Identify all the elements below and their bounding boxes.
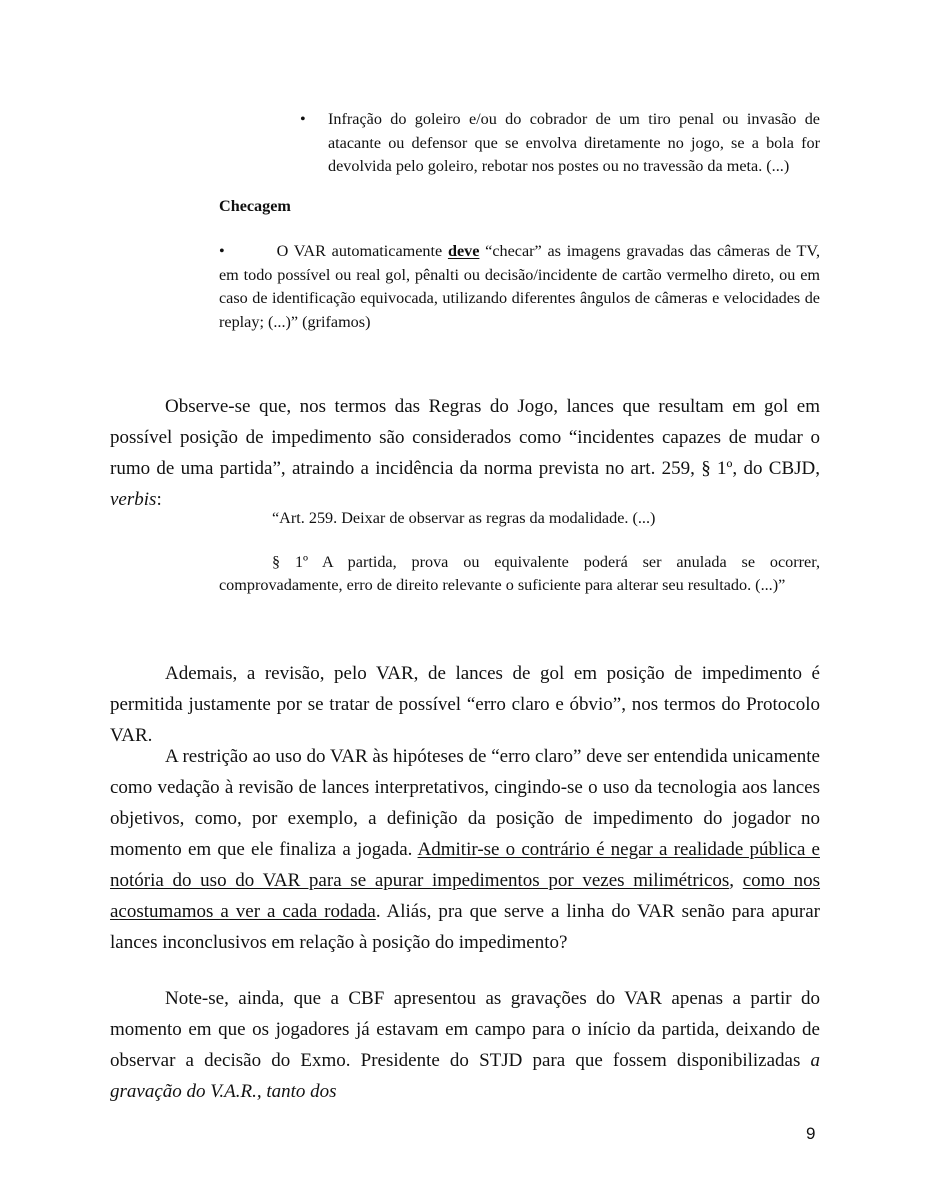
paragraph-ademais [110,658,820,751]
bullet-symbol: • [300,110,306,128]
paragraph-1-italic: verbis [110,489,157,510]
paragraph-3-underline-1: Admitir-se o contrário é negar a realidade pública e notória do uso do VAR para se apurar impedimentos por vezes milimétricos [110,839,820,891]
checagem-bullet: • [219,242,225,260]
paragraph-4-text: Note-se, ainda, que a CBF apresentou as gravações do VAR apenas a partir do momento em que os jogadores já estavam em campo para o início da partida, deixando de observar a decisão do Exmo. Presidente do STJD para que fossem disponibilizadas [110,988,820,1071]
paragraph-1-end: : [156,489,162,510]
paragraph-3-comma: , [729,870,743,891]
article-259-quote [219,507,820,598]
checagem-text-end: “checar” as imagens gravadas das câmeras de TV, em todo possível ou real gol, pênalti ou decisão/incidente de cartão vermelho direto, ou em caso de identificação equivocada, utilizando diferentes ângulos de câmeras e velocidades de replay; (...)” (grifamos) [219,242,820,331]
article-line-1: “Art. 259. Deixar de observar as regras da modalidade. (...) [272,509,656,527]
emphasis-deve: deve [447,242,480,260]
quoted-bullet-item [300,108,820,179]
paragraph-3-underline-2: como nos acostumamos a ver a cada rodada [110,870,821,922]
checagem-quote [219,240,820,334]
paragraph-3-text-b: . Aliás, pra que serve a linha do VAR senão para apurar lances inconclusivos em relação à posição do impedimento? [110,901,820,953]
page-number: 9 [806,1124,816,1143]
paragraph-note-se [110,983,820,1107]
paragraph-1-text: Observe-se que, nos termos das Regras do Jogo, lances que resultam em gol em possível posição de impedimento são considerados como “incidentes capazes de mudar o rumo de uma partida”, atraindo a incidência da norma prevista no art. 259, § 1º, do CBJD, [110,396,820,479]
paragraph-restricao [110,741,820,958]
section-heading-checagem: Checagem [219,197,291,215]
bullet-text: Infração do goleiro e/ou do cobrador de um tiro penal ou invasão de atacante ou defensor que se envolva diretamente no jogo, se a bola for devolvida pelo goleiro, rebotar nos postes ou no travessão da meta. (...) [328,110,820,175]
paragraph-4-italic: a gravação do V.A.R., tanto dos [110,1050,820,1102]
paragraph-2-text: Ademais, a revisão, pelo VAR, de lances de gol em posição de impedimento é permitida justamente por se tratar de possível “erro claro e óbvio”, nos termos do Protocolo VAR. [110,663,820,746]
checagem-text-start: O VAR automaticamente [276,242,448,260]
paragraph-observe [110,391,820,515]
paragraph-3-text-a: A restrição ao uso do VAR às hipóteses de “erro claro” deve ser entendida unicamente como vedação à revisão de lances interpretativos, cingindo-se o uso da tecnologia aos lances objetivos, como, por exemplo, a definição da posição de impedimento do jogador no momento em que ele finaliza a jogada. [110,746,820,860]
article-line-2: § 1º A partida, prova ou equivalente poderá ser anulada se ocorrer, comprovadamente, erro de direito relevante o suficiente para alterar seu resultado. (...)” [219,552,820,594]
